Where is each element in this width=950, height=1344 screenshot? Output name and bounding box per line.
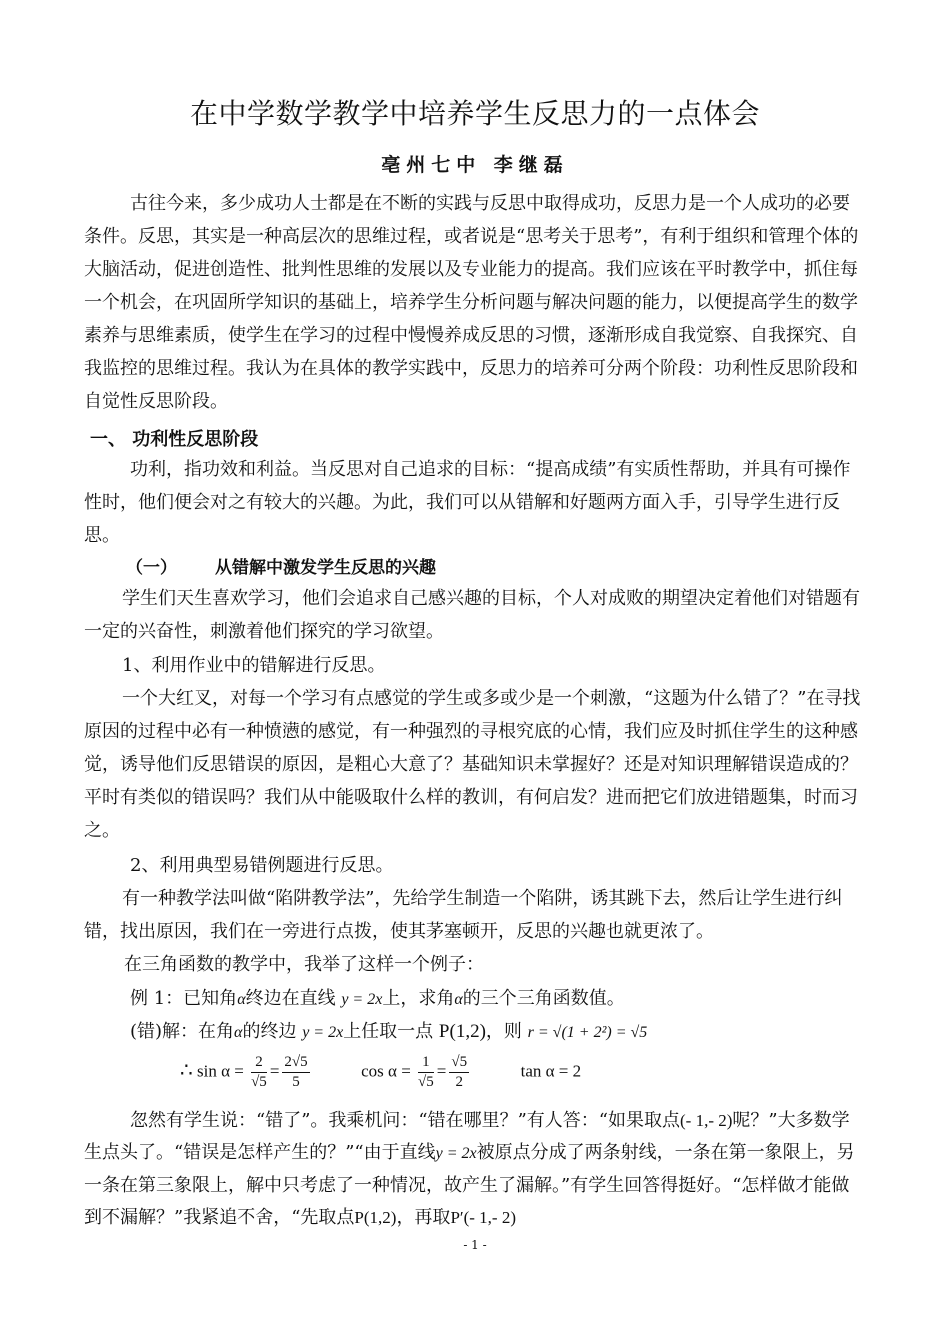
r-equation: r = √(1 + 2²) = √5 (527, 1024, 648, 1041)
fraction: $\frac{2√5}{5}$ (284, 1054, 308, 1090)
subsection-title: 从错解中激发学生反思的兴趣 (215, 558, 436, 578)
alpha-symbol: α (454, 991, 463, 1008)
section-heading-1: 一、 功利性反思阶段 (90, 429, 259, 450)
subsection-number: （一） (126, 558, 177, 578)
fraction: $\frac{√5}{2}$ (451, 1054, 468, 1090)
point-p-prime: P′(- 1,- 2) (450, 1208, 517, 1227)
line-equation: y = 2x (435, 1145, 477, 1162)
point-p: P(1,2) (354, 1208, 397, 1227)
subsection-heading-1 (126, 553, 436, 578)
document-title: 在中学数学教学中培养学生反思力的一点体会 (189, 97, 760, 130)
item1-title: 1、利用作业中的错解进行反思。 (122, 655, 386, 676)
fraction: $\frac{2}{√5}$ (251, 1054, 267, 1090)
author-line: 亳州七中 李继磊 (381, 154, 569, 176)
alpha-symbol: α (234, 1024, 243, 1041)
line-equation: y = 2x (302, 1024, 344, 1041)
item2-paragraph-2: 在三角函数的教学中，我举了这样一个例子： (124, 954, 484, 975)
item2-paragraph: 有一种教学法叫做“陷阱教学法”，先给学生制造一个陷阱，诱其跳下去，然后让学生进行纠错，找出原因，我们在一旁进行点拨，使其茅塞顿开，反思的兴趣也就更浓了。 (84, 888, 843, 942)
point-neg: (- 1,- 2) (680, 1111, 733, 1130)
intro-paragraph: 古往今来，多少成功人士都是在不断的实践与反思中取得成功，反思力是一个人成功的必要条件。反思，其实是一种高层次的思维过程，或者说是“思考关于思考”，有利于组织和管理个体的大脑活动，促进创造性、批判性思维的发展以及专业能力的提高。我们应该在平时教学中，抓住每一个机会，在巩固所学知识的基础上，培养学生分析问题与解决问题的能力，以便提高学生的数学素养与思维素质，使学生在学习的过程中慢慢养成反思的习惯，逐渐形成自我觉察、自我探究、自我监控的思维过程。我认为在具体的教学实践中，反思力的培养可分两个阶段：功利性反思阶段和自觉性反思阶段。 (84, 193, 859, 412)
trig-values-formula: ∴ sin α = $\frac{2}{√5}$ = $\frac{2√5}{5}$ cos α = $\frac{1}{√5}$ = $\frac{√5}{2}$ tan α = 2 (180, 1054, 582, 1090)
item2-title: 2、利用典型易错例题进行反思。 (130, 855, 394, 876)
subsection1-paragraph: 学生们天生喜欢学习，他们会追求自己感兴趣的目标，个人对成败的期望决定着他们对错题有一定的兴奋性，刺激着他们探究的学习欲望。 (84, 588, 860, 642)
line-equation: y = 2x (341, 991, 383, 1008)
point-p: P(1,2) (438, 1021, 486, 1042)
example-1: 例 1：已知角α终边在直线 y = 2x上，求角α的三个三角函数值。 (130, 988, 625, 1009)
fraction: $\frac{1}{√5}$ (418, 1054, 434, 1090)
section1-paragraph: 功利，指功效和利益。当反思对自己追求的目标：“提高成绩”有实质性帮助，并具有可操作性时，他们便会对之有较大的兴趣。为此，我们可以从错解和好题两方面入手，引导学生进行反思。 (84, 459, 851, 546)
page-number: - 1 - (463, 1238, 487, 1252)
discussion-paragraph: 忽然有学生说：“错了”。我乘机问：“错在哪里？”有人答：“如果取点(- 1,- 2)呢？”大多数学生点头了。“错误是怎样产生的？”“由于直线y = 2x被原点分成了两条射线，一条在第一象限上，另一条在第三象限上，解中只考虑了一种情况，故产生了漏解。”有学生回答得挺好。“怎样做才能做到不漏解？”我紧追不舍，“先取点P(1,2)，再取P′(- 1,- 2) (84, 1110, 855, 1228)
wrong-solution: (错)解：在角α的终边 y = 2x上任取一点 P(1,2)，则 r = √(1 + 2²) = √5 (130, 1021, 648, 1042)
item1-paragraph: 一个大红叉，对每一个学习有点感觉的学生或多或少是一个刺激，“这题为什么错了？”在寻找原因的过程中必有一种愤懑的感觉，有一种强烈的寻根究底的心情，我们应及时抓住学生的这种感觉，诱导他们反思错误的原因，是粗心大意了？基础知识未掌握好？还是对知识理解错误造成的？平时有类似的错误吗？我们从中能吸取什么样的教训，有何启发？进而把它们放进错题集，时而习之。 (84, 688, 861, 841)
alpha-symbol: α (237, 991, 246, 1008)
